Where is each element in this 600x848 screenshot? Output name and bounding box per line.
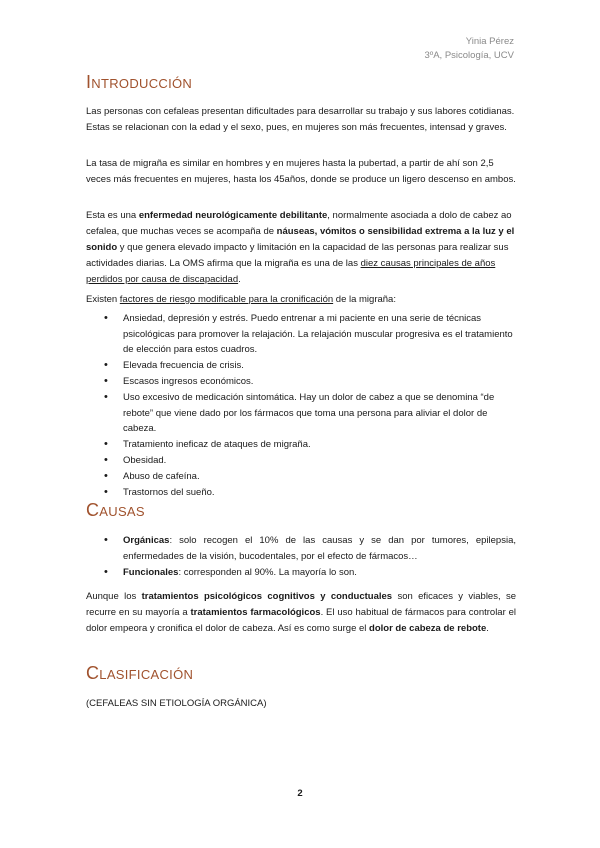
list-item: • Trastornos del sueño. <box>86 485 516 501</box>
causes-paragraph: Aunque los tratamientos psicológicos cognitivos y conductuales son eficaces y viables, se recurre en su mayoría a tratamientos farmacológicos. El uso habitual de fármacos para controlar el dolor empeora y cronifica el dolor de cabeza. Así es como surge el dolor de cabeza de rebote. <box>86 591 516 634</box>
causes-list <box>86 533 516 581</box>
list-item: • Tratamiento ineficaz de ataques de migraña. <box>86 437 516 453</box>
page-header <box>424 35 514 63</box>
intro-paragraph-4: Existen factores de riesgo modificable para la cronificación de la migraña: <box>86 294 396 305</box>
list-item: • Abuso de cafeína. <box>86 469 516 485</box>
list-item: • Escasos ingresos económicos. <box>86 374 516 390</box>
course-info: 3ºA, Psicología, UCV <box>424 50 514 61</box>
section-title-clasificacion: Clasificación <box>86 663 194 683</box>
risk-factors-list <box>86 311 516 501</box>
list-item: • Orgánicas: solo recogen el 10% de las causas y se dan por tumores, epilepsia, enfermedades de la visión, bucodentales, por el efecto de fármacos… <box>86 533 516 564</box>
intro-paragraph-2: La tasa de migraña es similar en hombres y en mujeres hasta la pubertad, a partir de ahí son 2,5 veces más frecuentes en mujeres, hasta los 45años, donde se produce un ligero descenso en ambos. <box>86 158 516 185</box>
clasificacion-subtitle: (CEFALEAS SIN ETIOLOGÍA ORGÁNICA) <box>86 698 267 709</box>
intro-paragraph-3: Esta es una enfermedad neurológicamente debilitante, normalmente asociada a dolo de cabez ao cefalea, que muchas veces se acompaña de náuseas, vómitos o sensibilidad extrema a la luz y el sonido y que genera elevado impacto y limitación en la capacidad de las personas para realizar sus actividades diarias. La OMS afirma que la migraña es una de las diez causas principales de años perdidos por causa de discapacidad. <box>86 210 515 285</box>
list-item: • Elevada frecuencia de crisis. <box>86 358 516 374</box>
intro-paragraph-1: Las personas con cefaleas presentan dificultades para desarrollar su trabajo y sus labores cotidianas. Estas se relacionan con la edad y el sexo, pues, en mujeres son más frecuentes, intensad y graves. <box>86 106 515 133</box>
section-title-introduccion: Introducción <box>86 72 193 92</box>
list-item: • Funcionales: corresponden al 90%. La mayoría lo son. <box>86 565 516 581</box>
list-item: • Obesidad. <box>86 453 516 469</box>
list-item: • Uso excesivo de medicación sintomática. Hay un dolor de cabez a que se denomina “de rebote” que viene dado por los fármacos que toma una persona para aliviar el dolor de cabeza. <box>86 390 516 437</box>
section-title-causas: Causas <box>86 500 145 520</box>
list-item: • Ansiedad, depresión y estrés. Puedo entrenar a mi paciente en una serie de técnicas psicológicas para promover la relajación. La relajación muscular progresiva es el tratamiento de elección para estos cuadros. <box>86 311 516 358</box>
author-name: Yinia Pérez <box>465 36 514 47</box>
page-number: 2 <box>297 788 303 799</box>
